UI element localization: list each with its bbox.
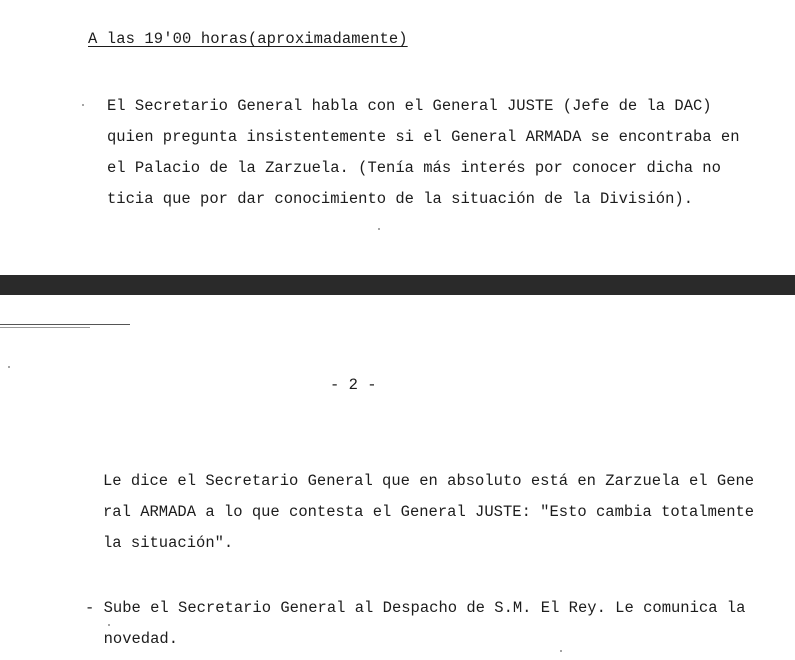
bullet-paragraph	[85, 593, 745, 655]
scan-rule-line	[0, 324, 130, 325]
text-line: quien pregunta insistentemente si el General ARMADA se encontraba en	[107, 128, 740, 146]
page-divider	[0, 275, 795, 295]
text-line: Le dice el Secretario General que en absoluto está en Zarzuela el Gene	[103, 472, 755, 490]
scan-speck	[82, 104, 84, 106]
text-line: - Sube el Secretario General al Despacho de S.M. El Rey. Le comunica la	[85, 599, 746, 617]
scan-speck	[8, 366, 10, 368]
scan-rule-line	[0, 327, 90, 328]
text-line: ral ARMADA a lo que contesta el General JUSTE: "Esto cambia totalmente	[103, 503, 755, 521]
scan-speck	[560, 650, 562, 652]
text-line: el Palacio de la Zarzuela. (Tenía más interés por conocer dicha no	[107, 159, 721, 177]
paragraph-bottom	[103, 466, 754, 559]
text-line: novedad.	[85, 630, 179, 648]
scan-speck	[108, 624, 110, 626]
text-line: El Secretario General habla con el General JUSTE (Jefe de la DAC)	[107, 97, 712, 115]
paragraph-top	[107, 91, 740, 215]
text-line: ticia que por dar conocimiento de la situación de la División).	[107, 190, 693, 208]
page-number: - 2 -	[330, 376, 377, 394]
text-line: la situación".	[103, 534, 234, 552]
scan-speck	[378, 228, 380, 230]
section-heading: A las 19'00 horas(aproximadamente)	[88, 30, 408, 48]
